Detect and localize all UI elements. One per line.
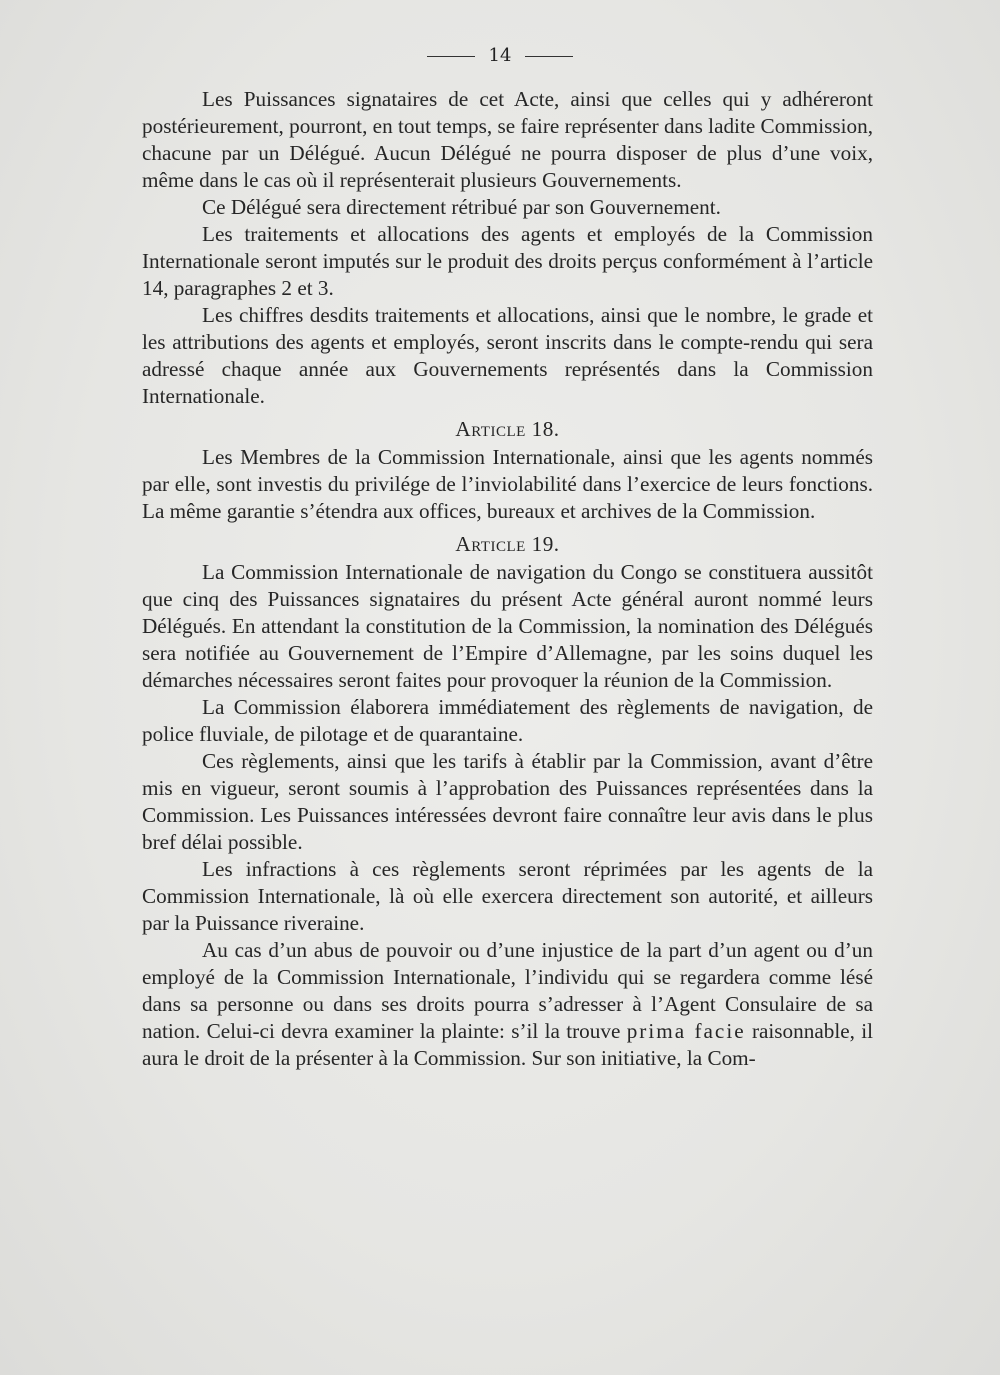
paragraph: Les Puissances signataires de cet Acte, ainsi que celles qui y adhéreront postérieurement, pourront, en tout temps, se faire représenter dans ladite Commission, chacune par un Délégué. Aucun Délégué ne pourra disposer de plus d’une voix, même dans le cas où il représenterait plusieurs Gouvernements. [142, 87, 873, 192]
article-18-heading: Article 18. [455, 417, 560, 441]
paragraph: Les Membres de la Commission Internationale, ainsi que les agents nommés par elle, sont investis du privilége de l’inviolabilité dans l’exercice de leurs fonctions. La même garantie s’étendra aux offices, bureaux et archives de la Commission. [142, 445, 873, 523]
page-header [0, 44, 1000, 68]
paragraph-text: Au cas d’un abus de pouvoir ou d’une injustice de la part d’un agent ou d’un employé de la Commission Internationale, l’individu qui se regardera comme lésé dans sa personne ou dans ses droits pourra s’adresser à l’Agent Consulaire de sa nation. Celui-ci devra examiner la plainte: s’il la trouve [142, 938, 873, 1043]
paragraph: La Commission Internationale de navigation du Congo se constituera aussitôt que cinq des Puissances signataires du présent Acte général auront nommé leurs Délégués. En attendant la constitution de la Commission, la nomination des Délégués sera notifiée au Gouvernement de l’Empire d’Allemagne, par les soins duquel les démarches nécessaires seront faites pour provoquer la réunion de la Commission. [142, 560, 873, 692]
page-number: 14 [488, 45, 512, 66]
latin-phrase: prima facie [626, 1019, 746, 1043]
article-19-heading: Article 19. [455, 532, 560, 556]
paragraph: Les traitements et allocations des agents et employés de la Commission Internationale seront imputés sur le produit des droits perçus conformément à l’article 14, paragraphes 2 et 3. [142, 222, 873, 300]
body-text [142, 86, 873, 1072]
paragraph: Ce Délégué sera directement rétribué par son Gouvernement. [202, 195, 721, 219]
paragraph: La Commission élaborera immédiatement des règlements de navigation, de police fluviale, de pilotage et de quarantaine. [142, 695, 873, 746]
paragraph: Les infractions à ces règlements seront réprimées par les agents de la Commission Internationale, là où elle exercera directement son autorité, et ailleurs par la Puissance riveraine. [142, 857, 873, 935]
paragraph: Ces règlements, ainsi que les tarifs à établir par la Commission, avant d’être mis en vigueur, seront soumis à l’approbation des Puissances représentées dans la Commission. Les Puissances intéressées devront faire connaître leur avis dans le plus bref délai possible. [142, 749, 873, 854]
paragraph [142, 937, 873, 1072]
header-rule-left [427, 56, 475, 57]
header-rule-right [525, 56, 573, 57]
paragraph: Les chiffres desdits traitements et allocations, ainsi que le nombre, le grade et les attributions des agents et employés, seront inscrits dans le compte-rendu qui sera adressé chaque année aux Gouvernements représentés dans la Commission Internationale. [142, 303, 873, 408]
paragraph-text: raisonnable, il aura le droit de la présenter à la Commission. Sur son initiative, la Com- [142, 1019, 874, 1070]
